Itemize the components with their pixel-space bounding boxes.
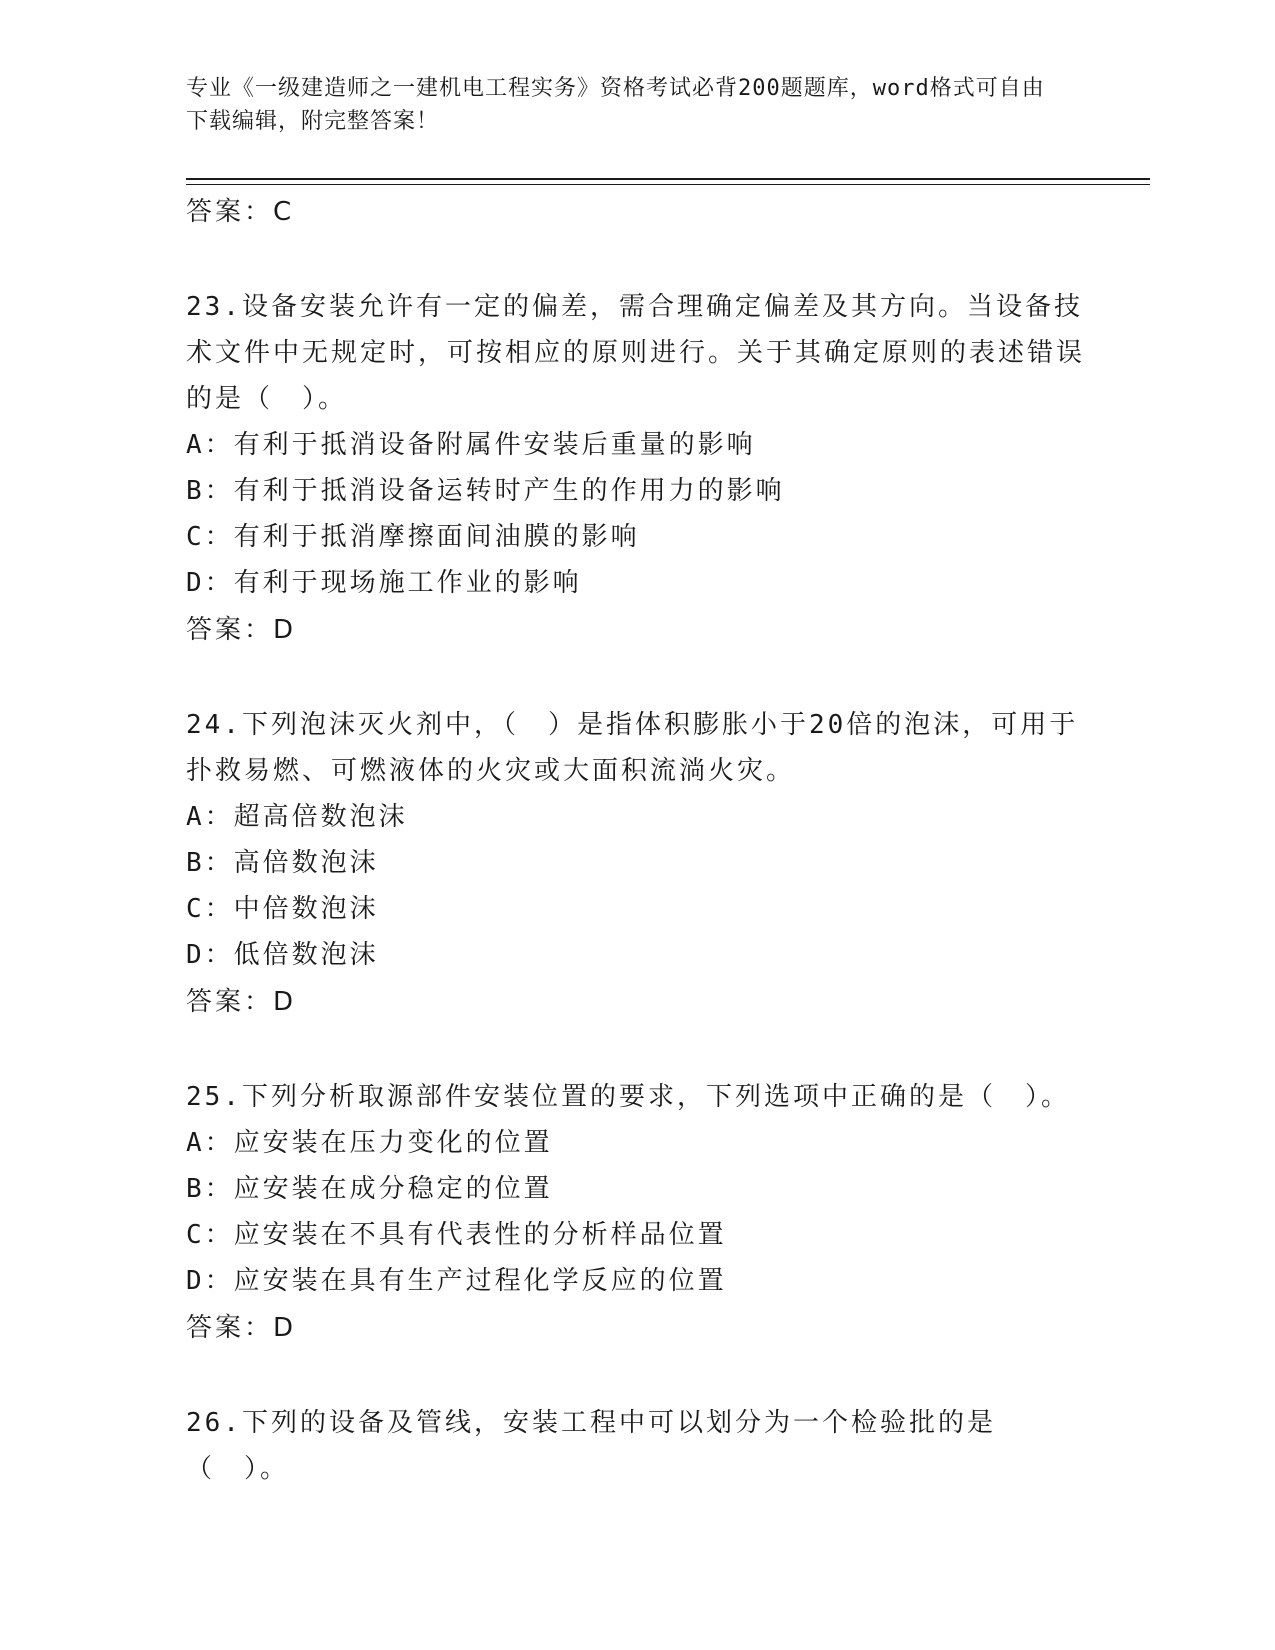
option-b: B：高倍数泡沫 (186, 848, 379, 878)
question-block (186, 1074, 1086, 1352)
answer-line: 答案：D (186, 615, 297, 645)
question-block (186, 1400, 1086, 1492)
header-rule-thin (186, 184, 1150, 185)
question-stem: 23.设备安装允许有一定的偏差，需合理确定偏差及其方向。当设备技术文件中无规定时，可按相应的原则进行。关于其确定原则的表述错误的是（ ）。 (186, 292, 1086, 414)
option-c: C：有利于抵消摩擦面间油膜的影响 (186, 522, 640, 552)
spacer (186, 1352, 1086, 1400)
option-b: B：有利于抵消设备运转时产生的作用力的影响 (186, 476, 785, 506)
option-c: C：中倍数泡沫 (186, 894, 379, 924)
question-stem: 25.下列分析取源部件安装位置的要求，下列选项中正确的是（ ）。 (186, 1082, 1070, 1112)
option-d: D：低倍数泡沫 (186, 940, 379, 970)
spacer (186, 236, 1086, 284)
question-list (186, 186, 1086, 1492)
question-stem: 24.下列泡沫灭火剂中，（ ）是指体积膨胀小于20倍的泡沫，可用于扑救易燃、可燃液体的火灾或大面积流淌火灾。 (186, 710, 1079, 786)
spacer (186, 1026, 1086, 1074)
question-block (186, 702, 1086, 1026)
answer-line: 答案：D (186, 1313, 297, 1343)
option-c: C：应安装在不具有代表性的分析样品位置 (186, 1220, 727, 1250)
answer-line: 答案：D (186, 987, 297, 1017)
option-a: A：应安装在压力变化的位置 (186, 1128, 553, 1158)
option-a: A：有利于抵消设备附属件安装后重量的影响 (186, 430, 756, 460)
question-block (186, 284, 1086, 654)
option-d: D：应安装在具有生产过程化学反应的位置 (186, 1266, 727, 1296)
previous-answer: 答案：C (186, 197, 295, 227)
option-b: B：应安装在成分稳定的位置 (186, 1174, 553, 1204)
header-rule-thick (186, 178, 1150, 180)
question-stem: 26.下列的设备及管线，安装工程中可以划分为一个检验批的是（ ）。 (186, 1408, 996, 1484)
page-header: 专业《一级建造师之一建机电工程实务》资格考试必背200题题库，word格式可自由下载编辑，附完整答案！ (186, 76, 1045, 134)
option-d: D：有利于现场施工作业的影响 (186, 568, 582, 598)
spacer (186, 654, 1086, 702)
option-a: A：超高倍数泡沫 (186, 802, 408, 832)
